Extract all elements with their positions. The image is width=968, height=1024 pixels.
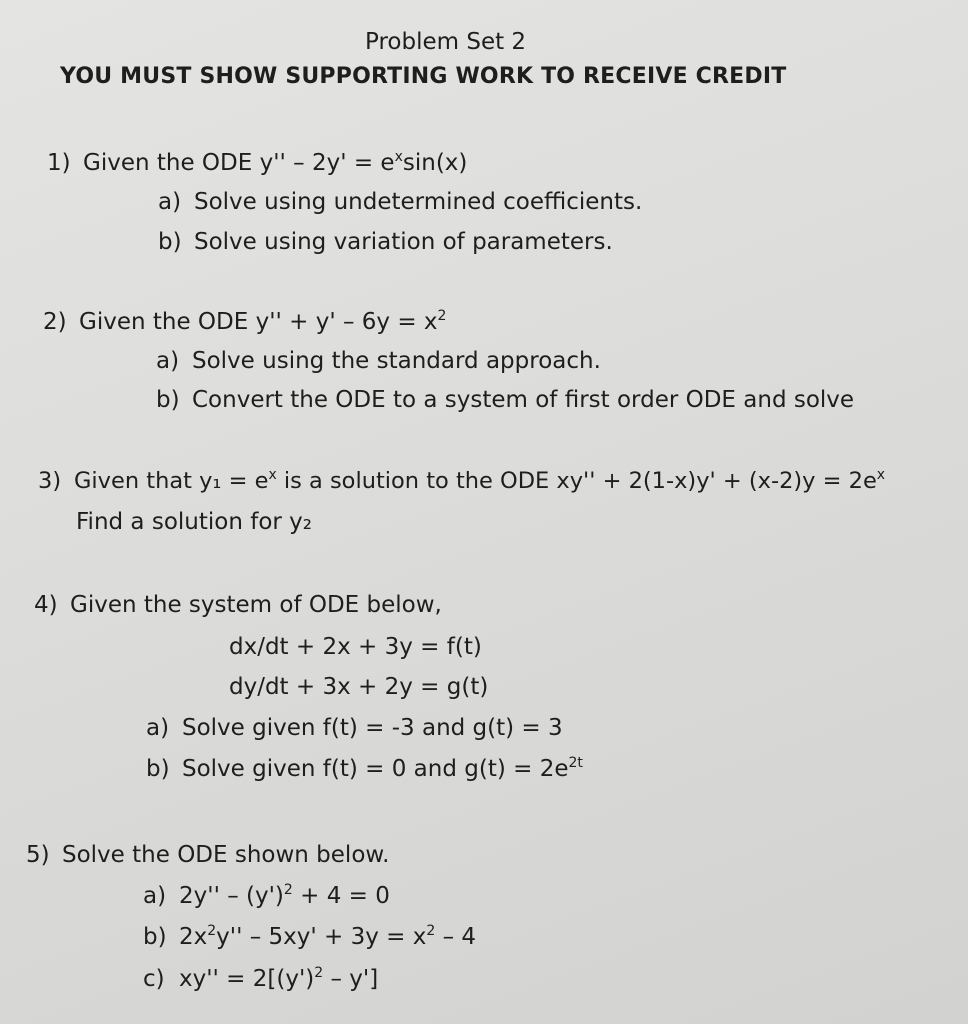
- problem-4-stem: 4) Given the system of ODE below,: [34, 592, 442, 618]
- problem-1-stem: 1) Given the ODE $y'' - 2y' = e^x\sin(x)$: [47, 149, 468, 176]
- problem-4-part-a: a) Solve given f(t) = -3 and g(t) = 3: [146, 715, 563, 741]
- problem-3-line-2: Find a solution for y₂: [76, 509, 312, 535]
- problem-4-equation-1: dx/dt + 2x + 3y = f(t): [229, 634, 482, 660]
- problem-number: 3): [38, 468, 62, 494]
- page-title: Problem Set 2: [365, 29, 527, 55]
- problem-5-part-b: b) $2x^2y'' - 5xy' + 3y = x^2 - 4$: [143, 923, 477, 950]
- problem-2-part-b: b) Convert the ODE to a system of first order ODE and solve: [156, 387, 855, 413]
- problem-number: 1): [47, 150, 71, 176]
- credit-warning: YOU MUST SHOW SUPPORTING WORK TO RECEIVE CREDIT: [60, 64, 787, 89]
- problem-number: 2): [43, 309, 67, 335]
- problem-number: 5): [26, 842, 50, 868]
- problem-1-part-a: a) Solve using undetermined coefficients.: [158, 189, 643, 215]
- problem-2-stem: 2) Given the ODE $y'' + y' - 6y = x^2$: [43, 308, 447, 335]
- problem-4-part-b: b) Solve given f(t) = 0 and $g(t) = 2e^{2t}$: [146, 755, 583, 782]
- problem-number: 4): [34, 592, 58, 618]
- problem-5-stem: 5) Solve the ODE shown below.: [26, 842, 390, 868]
- problem-2-part-a: a) Solve using the standard approach.: [156, 348, 601, 374]
- problem-5-part-c: c) $xy'' = 2[(y')^2 - y']$: [143, 965, 379, 992]
- problem-3-stem: 3) Given that $y_1 = e^x$ is a solution to the ODE $xy'' + 2(1-x)y' + (x-2)y = 2e^x$: [38, 467, 886, 494]
- problem-4-equation-2: dy/dt + 3x + 2y = g(t): [229, 674, 489, 700]
- problem-5-part-a: a) $2y'' - (y')^2 + 4 = 0$: [143, 882, 390, 909]
- problem-1-part-b: b) Solve using variation of parameters.: [158, 229, 613, 255]
